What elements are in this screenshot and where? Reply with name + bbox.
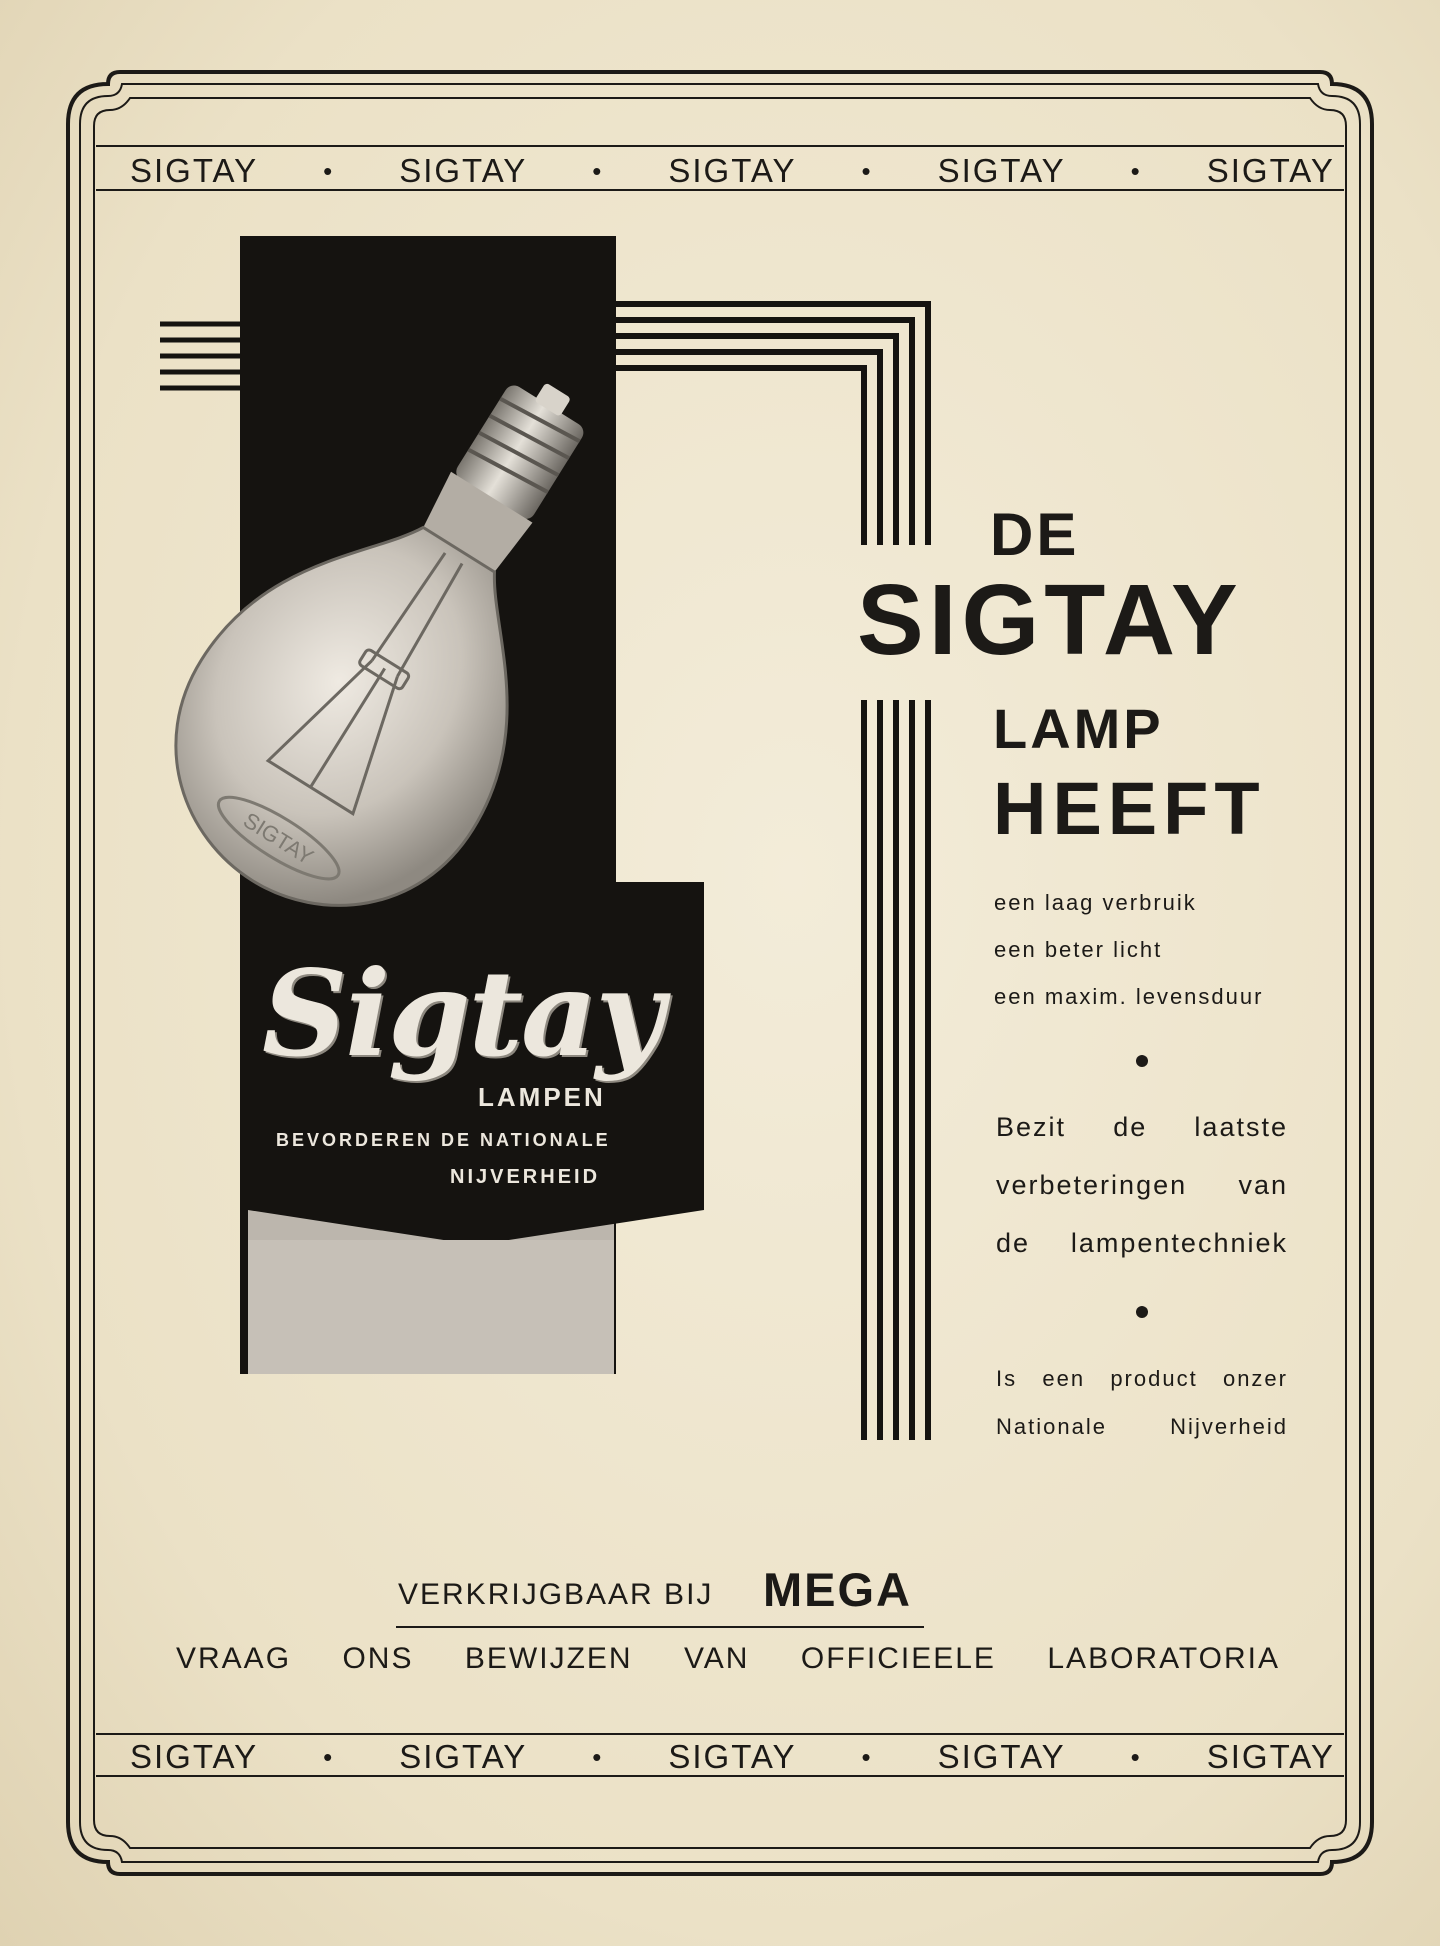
strip-word: SIGTAY xyxy=(399,152,528,189)
strip-word: SIGTAY xyxy=(668,1738,797,1775)
strip-word: SIGTAY xyxy=(937,1738,1066,1775)
lampen-label: LAMPEN xyxy=(478,1082,606,1112)
strip-word: SIGTAY xyxy=(1206,1738,1335,1775)
strip-word: SIGTAY xyxy=(668,152,797,189)
slogan-line1: BEVORDEREN DE NATIONALE xyxy=(276,1130,611,1150)
feature-item: een maxim. levensduur xyxy=(994,984,1264,1009)
product-line: Nationale Nijverheid xyxy=(996,1414,1288,1439)
mega-store-name: MEGA xyxy=(763,1563,912,1616)
headline-de: DE xyxy=(990,501,1080,568)
strip-dot: • xyxy=(323,1741,335,1772)
feature-item: een beter licht xyxy=(994,937,1163,962)
strip-word: SIGTAY xyxy=(937,152,1066,189)
headline-sigtay: SIGTAY xyxy=(857,564,1243,676)
strip-word: SIGTAY xyxy=(399,1738,528,1775)
top-brand-strip xyxy=(130,150,1335,192)
bullet-dot xyxy=(1136,1306,1148,1318)
bullet-dot xyxy=(1136,1055,1148,1067)
strip-dot: • xyxy=(592,1741,604,1772)
footer-underline xyxy=(396,1626,924,1628)
strip-dot: • xyxy=(861,155,873,186)
strip-word: SIGTAY xyxy=(130,152,259,189)
feature-item: een laag verbruik xyxy=(994,890,1197,915)
laboratoria-line: VRAAG ONS BEWIJZEN VAN OFFICIEELE LABORATORIA xyxy=(176,1642,1280,1675)
strip-word: SIGTAY xyxy=(130,1738,259,1775)
brand-logo-sigtay: Sigtay xyxy=(262,944,663,1083)
headline-heeft: HEEFT xyxy=(993,767,1266,850)
light-bulb-illustration xyxy=(170,340,610,980)
strip-word: SIGTAY xyxy=(1206,152,1335,189)
bezit-line: verbeteringen van xyxy=(996,1170,1288,1200)
bezit-line: de lampentechniek xyxy=(996,1228,1288,1258)
strip-dot: • xyxy=(592,155,604,186)
product-line: Is een product onzer xyxy=(996,1366,1288,1391)
strip-dot: • xyxy=(861,1741,873,1772)
strip-dot: • xyxy=(1130,1741,1142,1772)
verkrijgbaar-label: VERKRIJGBAAR BIJ xyxy=(398,1578,714,1611)
bottom-brand-strip xyxy=(130,1736,1335,1778)
headline-lamp: LAMP xyxy=(993,697,1164,760)
bulb-engraving: SIGTAY xyxy=(238,807,318,870)
strip-dot: • xyxy=(323,155,335,186)
slogan-line2: NIJVERHEID xyxy=(450,1166,601,1188)
strip-dot: • xyxy=(1130,155,1142,186)
bezit-line: Bezit de laatste xyxy=(996,1112,1288,1142)
